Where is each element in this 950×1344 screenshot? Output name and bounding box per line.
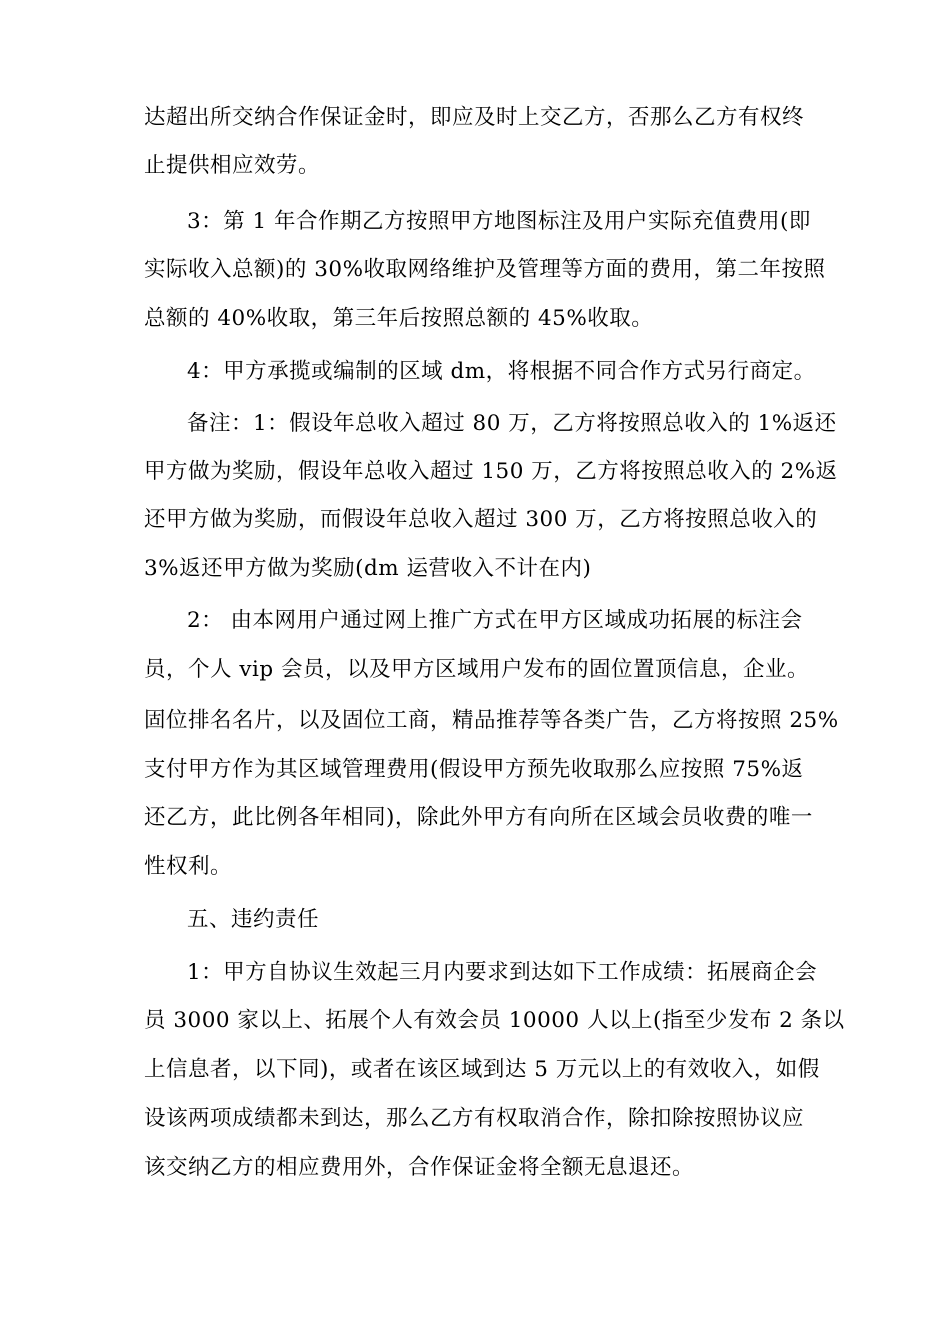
paragraph-line: 性权利。 xyxy=(144,854,233,879)
paragraph-line: 甲方做为奖励，假设年总收入超过 150 万，乙方将按照总收入的 2%返 xyxy=(144,459,838,484)
paragraph-line: 员 3000 家以上、拓展个人有效会员 10000 人以上(指至少发布 2 条以 xyxy=(144,1008,845,1033)
paragraph-line: 支付甲方作为其区域管理费用(假设甲方预先收取那么应按照 75%返 xyxy=(144,757,804,782)
section-heading: 五、违约责任 xyxy=(187,907,320,932)
paragraph-line: 3：第 1 年合作期乙方按照甲方地图标注及用户实际充值费用(即 xyxy=(187,209,811,234)
paragraph-line: 达超出所交纳合作保证金时，即应及时上交乙方，否那么乙方有权终 xyxy=(144,105,805,130)
paragraph-line: 1：甲方自协议生效起三月内要求到达如下工作成绩：拓展商企会 xyxy=(187,960,818,985)
paragraph-line: 总额的 40%收取，第三年后按照总额的 45%收取。 xyxy=(144,306,654,331)
paragraph-line: 止提供相应效劳。 xyxy=(144,153,321,178)
paragraph-line: 实际收入总额)的 30%收取网络维护及管理等方面的费用，第二年按照 xyxy=(144,257,826,282)
paragraph-line: 还甲方做为奖励，而假设年总收入超过 300 万，乙方将按照总收入的 xyxy=(144,507,818,532)
paragraph-line: 备注：1：假设年总收入超过 80 万，乙方将按照总收入的 1%返还 xyxy=(187,411,837,436)
paragraph-line: 固位排名名片，以及固位工商，精品推荐等各类广告，乙方将按照 25% xyxy=(144,708,839,733)
paragraph-line: 员，个人 vip 会员，以及甲方区域用户发布的固位置顶信息，企业。 xyxy=(144,657,809,682)
paragraph-line: 2： 由本网用户通过网上推广方式在甲方区域成功拓展的标注会 xyxy=(187,608,803,633)
paragraph-line: 4：甲方承揽或编制的区域 dm，将根据不同合作方式另行商定。 xyxy=(187,359,816,384)
paragraph-line: 上信息者，以下同)，或者在该区域到达 5 万元以上的有效收入，如假 xyxy=(144,1057,820,1082)
paragraph-line: 设该两项成绩都未到达，那么乙方有权取消合作，除扣除按照协议应 xyxy=(144,1106,805,1131)
paragraph-line: 还乙方，此比例各年相同)，除此外甲方有向所在区域会员收费的唯一 xyxy=(144,805,813,830)
paragraph-line: 3%返还甲方做为奖励(dm 运营收入不计在内) xyxy=(144,556,592,581)
paragraph-line: 该交纳乙方的相应费用外，合作保证金将全额无息退还。 xyxy=(144,1155,695,1180)
